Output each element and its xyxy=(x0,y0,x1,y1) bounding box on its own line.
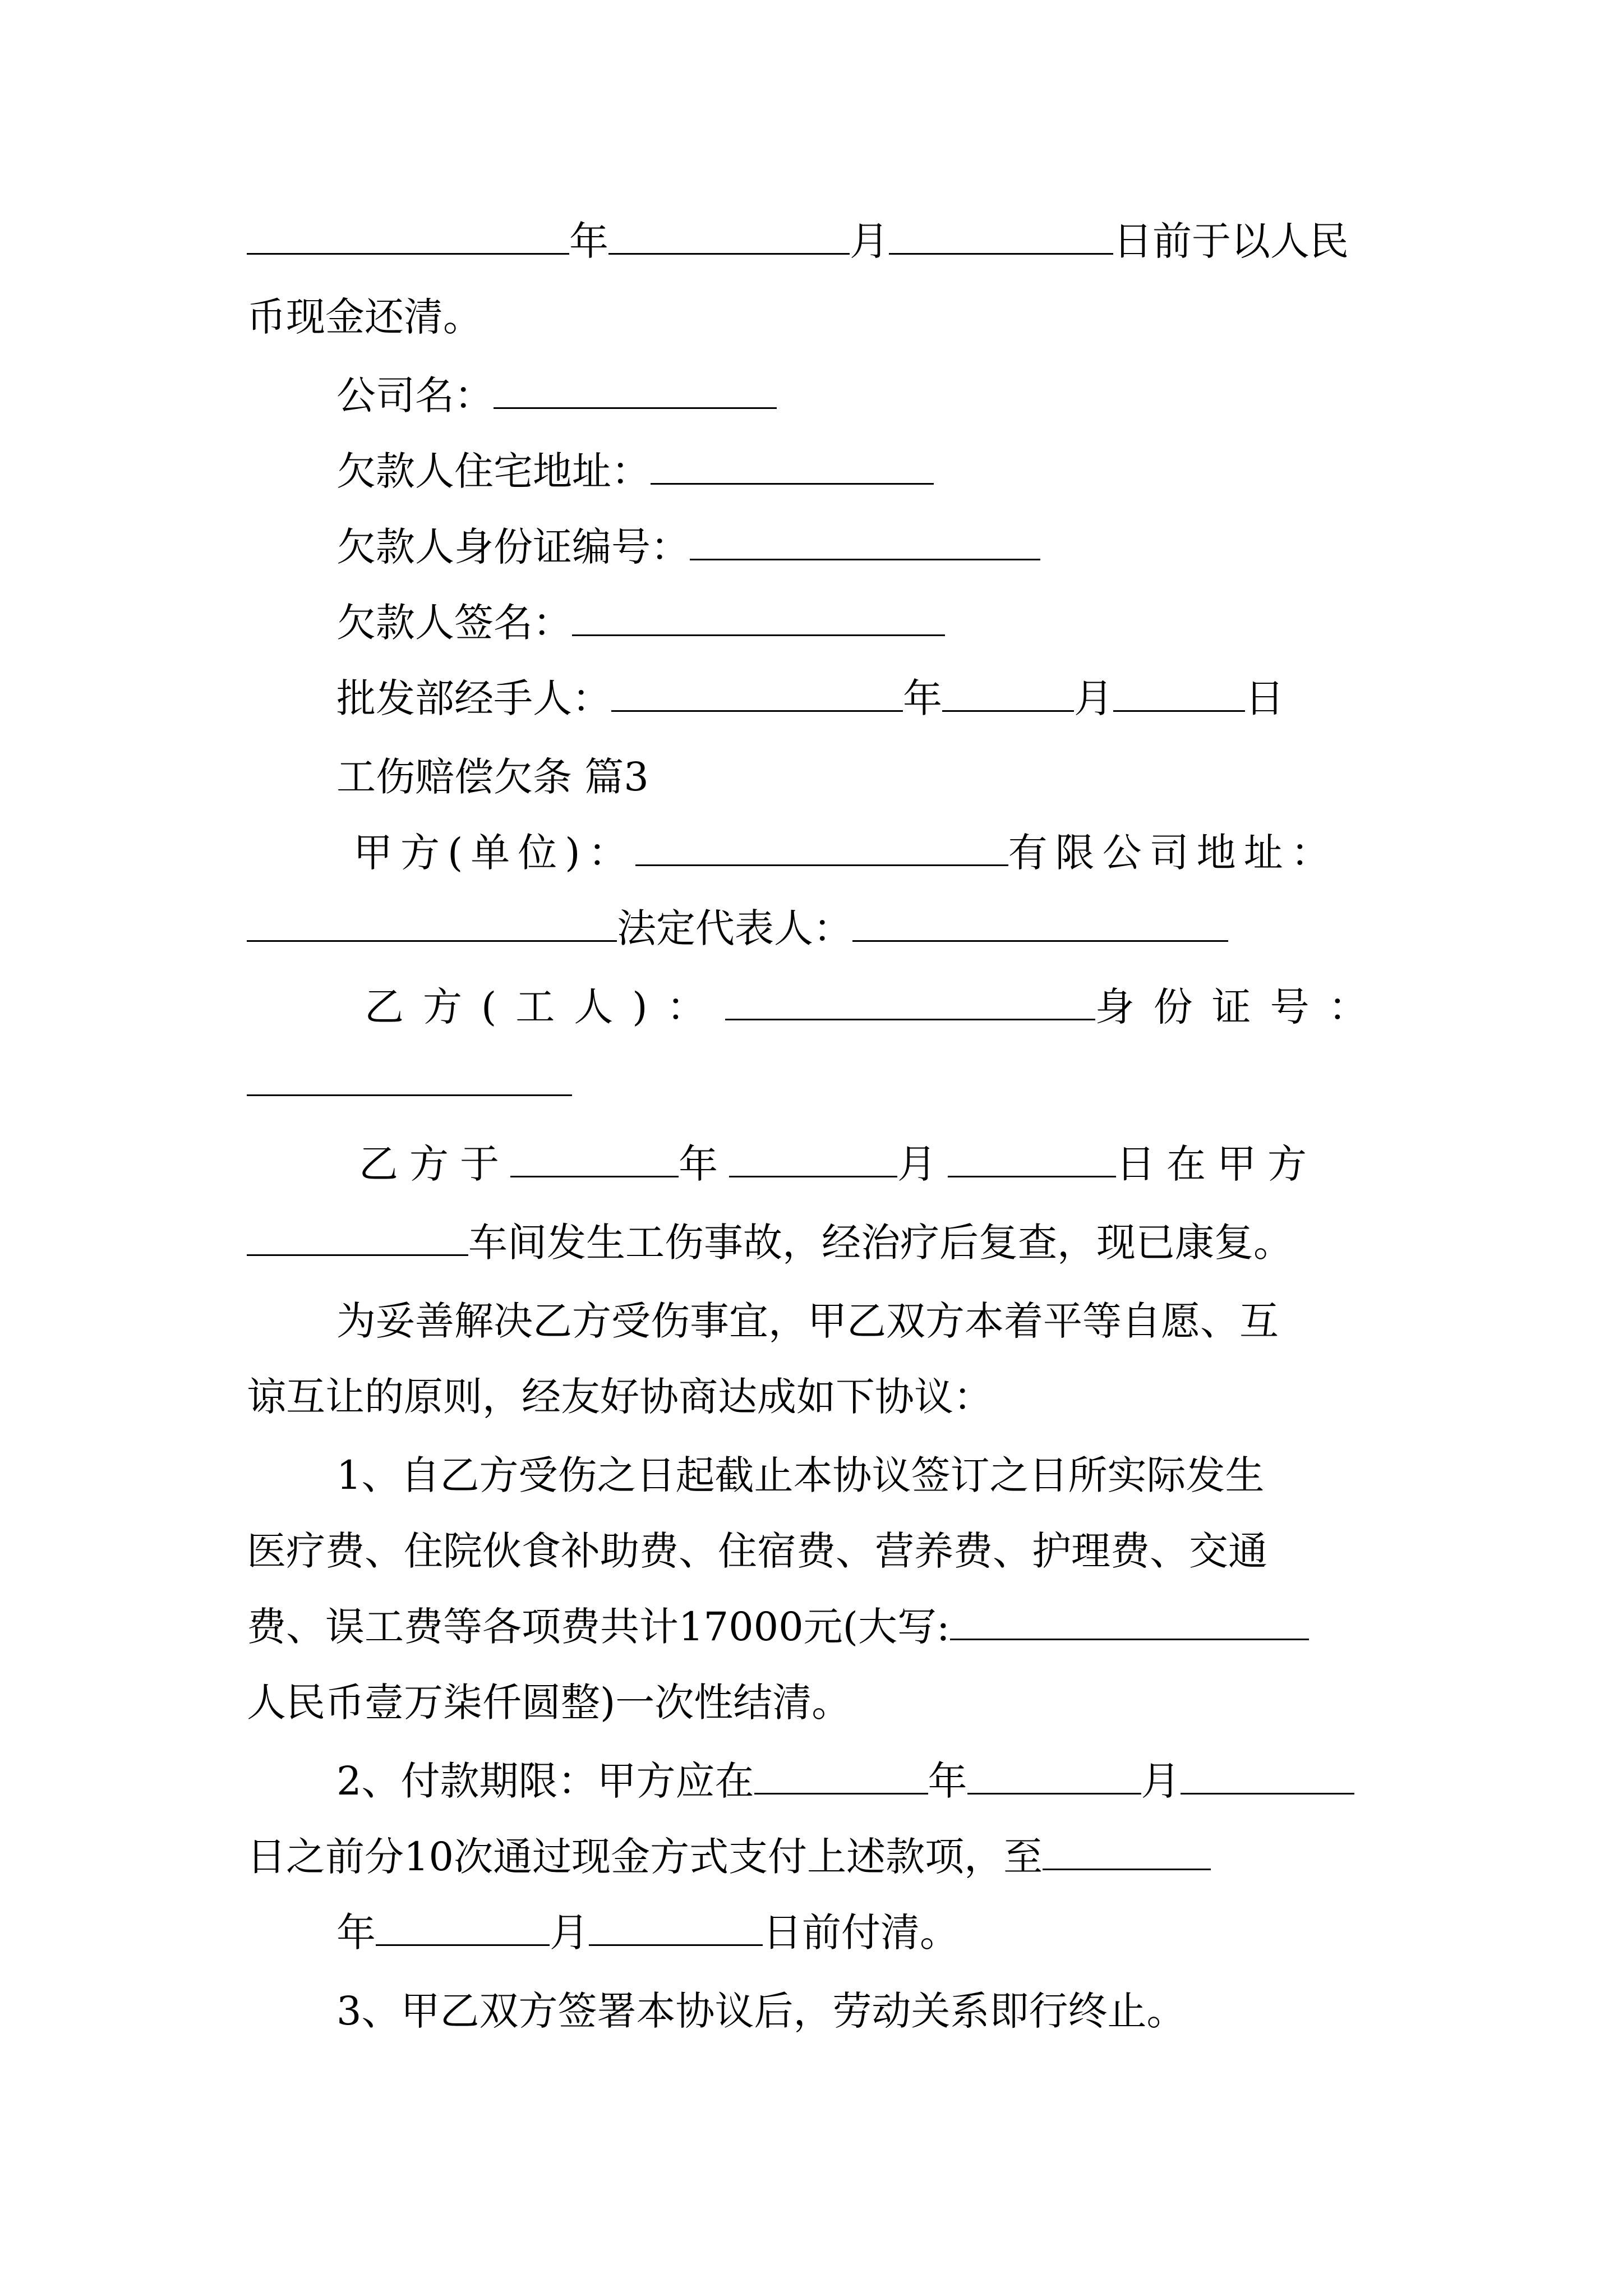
debtor-id-line: 欠款人身份证编号： xyxy=(336,522,1040,572)
intro-line-2: 谅互让的原则，经友好协商达成如下协议： xyxy=(247,1374,993,1420)
blank-field[interactable] xyxy=(948,1140,1116,1177)
blank-field[interactable] xyxy=(376,1908,550,1946)
blank-field[interactable] xyxy=(889,217,1113,255)
party-b-line-2 xyxy=(247,1057,572,1108)
clause1-line-3: 费、误工费等各项费共计17000元(大写: xyxy=(247,1602,1309,1652)
handler-line: 批发部经手人： 年 月 日 xyxy=(336,675,1284,721)
blank-field[interactable] xyxy=(967,1757,1141,1795)
clause2-line-1: 2、付款期限：甲方应在 年 月 xyxy=(336,1756,1354,1806)
clause2-line-3: 年 月 日前付清。 xyxy=(336,1910,959,1955)
party-b-line-1: 乙方(工人)： 身份证号： xyxy=(365,984,1387,1030)
company-name-line: 公司名： xyxy=(336,370,777,421)
blank-field[interactable] xyxy=(635,829,1008,866)
clause1-line-4: 人民币壹万柒仟圆整)一次性结清。 xyxy=(247,1680,851,1726)
blank-field[interactable] xyxy=(247,217,569,255)
blank-field[interactable] xyxy=(1043,1833,1211,1870)
blank-field[interactable] xyxy=(852,904,1228,942)
blank-field[interactable] xyxy=(950,1603,1309,1640)
incident-line-1: 乙方于 年 月 日在甲方 xyxy=(359,1141,1318,1187)
incident-line-2: 车间发生工伤事故，经治疗后复查，现已康复。 xyxy=(247,1217,1293,1268)
blank-field[interactable] xyxy=(589,1908,763,1946)
blank-field[interactable] xyxy=(608,217,850,255)
blank-field[interactable] xyxy=(247,904,617,942)
clause2-line-2: 日之前分10次通过现金方式支付上述款项，至 xyxy=(247,1832,1211,1882)
blank-field[interactable] xyxy=(1181,1757,1354,1795)
blank-field[interactable] xyxy=(510,1140,679,1177)
blank-field[interactable] xyxy=(611,674,903,712)
clause1-line-1: 1、自乙方受伤之日起截止本协议签订之日所实际发生 xyxy=(336,1452,1265,1498)
blank-field[interactable] xyxy=(247,1218,468,1256)
intro-line-1: 为妥善解决乙方受伤事宜，甲乙双方本着平等自愿、互 xyxy=(336,1298,1279,1344)
repay-line-2: 币现金还清。 xyxy=(247,294,482,340)
blank-field[interactable] xyxy=(247,1059,572,1096)
blank-field[interactable] xyxy=(729,1140,897,1177)
blank-field[interactable] xyxy=(572,599,945,636)
blank-field[interactable] xyxy=(494,371,777,409)
blank-field[interactable] xyxy=(690,523,1040,560)
section-heading: 工伤赔偿欠条 篇3 xyxy=(336,754,649,800)
blank-field[interactable] xyxy=(942,674,1074,712)
clause3-line: 3、甲乙双方签署本协议后，劳动关系即行终止。 xyxy=(336,1988,1186,2034)
blank-field[interactable] xyxy=(725,983,1095,1020)
repay-line-1: 年 月 日前于以人民 xyxy=(247,216,1349,266)
blank-field[interactable] xyxy=(1113,674,1245,712)
debtor-sign-line: 欠款人签名： xyxy=(336,597,945,648)
party-a-line-1: 甲方(单位)： 有限公司地址： xyxy=(353,830,1338,876)
blank-field[interactable] xyxy=(754,1757,928,1795)
debtor-address-line: 欠款人住宅地址： xyxy=(336,446,934,496)
clause1-line-2: 医疗费、住院伙食补助费、住宿费、营养费、护理费、交通 xyxy=(247,1528,1267,1574)
blank-field[interactable] xyxy=(651,447,934,485)
party-a-line-2: 法定代表人： xyxy=(247,903,1228,954)
